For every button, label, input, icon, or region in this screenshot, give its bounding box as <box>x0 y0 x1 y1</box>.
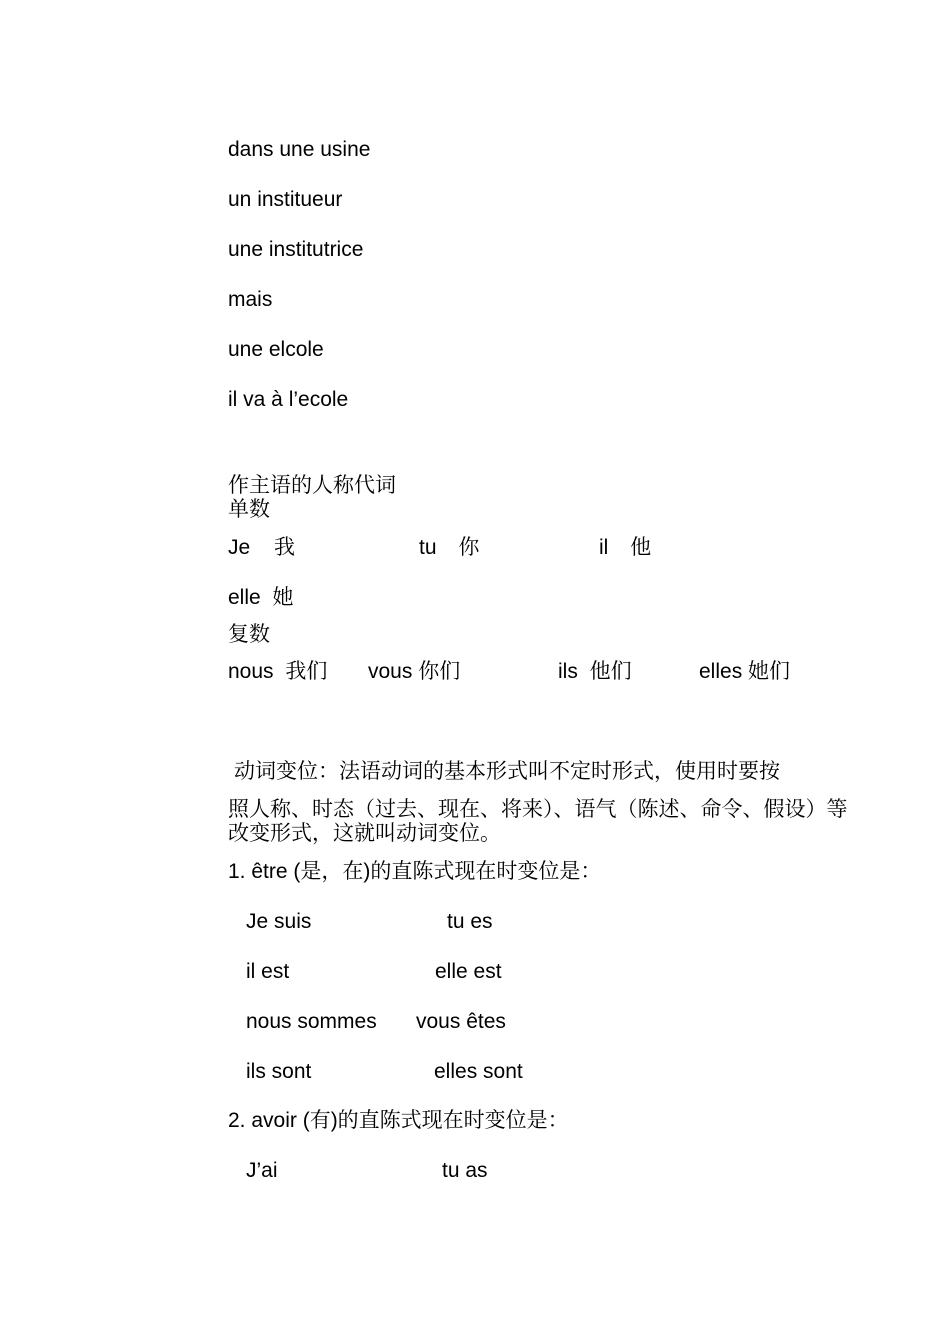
etre-nous: nous sommes <box>246 1010 377 1033</box>
vocab-line: un institueur <box>228 188 343 211</box>
pronoun-nous: nous 我们 <box>228 660 328 683</box>
vocab-line: dans une usine <box>228 138 371 161</box>
etre-ils: ils sont <box>246 1060 312 1083</box>
avoir-title: 2. avoir (有)的直陈式现在时变位是： <box>228 1109 569 1132</box>
etre-je: Je suis <box>246 910 312 933</box>
intro-paragraph-line: 照人称、时态（过去、现在、将来）、语气（陈述、命令、假设）等 <box>228 798 848 821</box>
avoir-je: J’ai <box>246 1159 278 1182</box>
etre-elle: elle est <box>435 960 502 983</box>
etre-title: 1. être (是，在)的直陈式现在时变位是： <box>228 860 602 883</box>
etre-il: il est <box>246 960 290 983</box>
vocab-line: il va à l’ecole <box>228 388 349 411</box>
etre-vous: vous êtes <box>416 1010 506 1033</box>
vocab-line: une elcole <box>228 338 324 361</box>
etre-elles: elles sont <box>434 1060 523 1083</box>
singular-label: 单数 <box>228 498 270 521</box>
intro-paragraph-line: 动词变位：法语动词的基本形式叫不定时形式，使用时要按 <box>234 760 780 783</box>
avoir-tu: tu as <box>442 1159 488 1182</box>
pronoun-ils: ils 他们 <box>558 660 632 683</box>
pronoun-elles: elles 她们 <box>699 660 791 683</box>
section-heading: 作主语的人称代词 <box>228 474 396 497</box>
vocab-line: mais <box>228 288 273 311</box>
vocab-line: une institutrice <box>228 238 364 261</box>
pronoun-tu: tu 你 <box>419 536 480 559</box>
etre-tu: tu es <box>447 910 493 933</box>
pronoun-je: Je 我 <box>228 536 296 559</box>
plural-label: 复数 <box>228 623 270 646</box>
pronoun-il: il 他 <box>599 536 652 559</box>
pronoun-vous: vous 你们 <box>368 660 461 683</box>
intro-paragraph-line: 改变形式，这就叫动词变位。 <box>228 822 501 845</box>
pronoun-elle: elle 她 <box>228 586 294 609</box>
